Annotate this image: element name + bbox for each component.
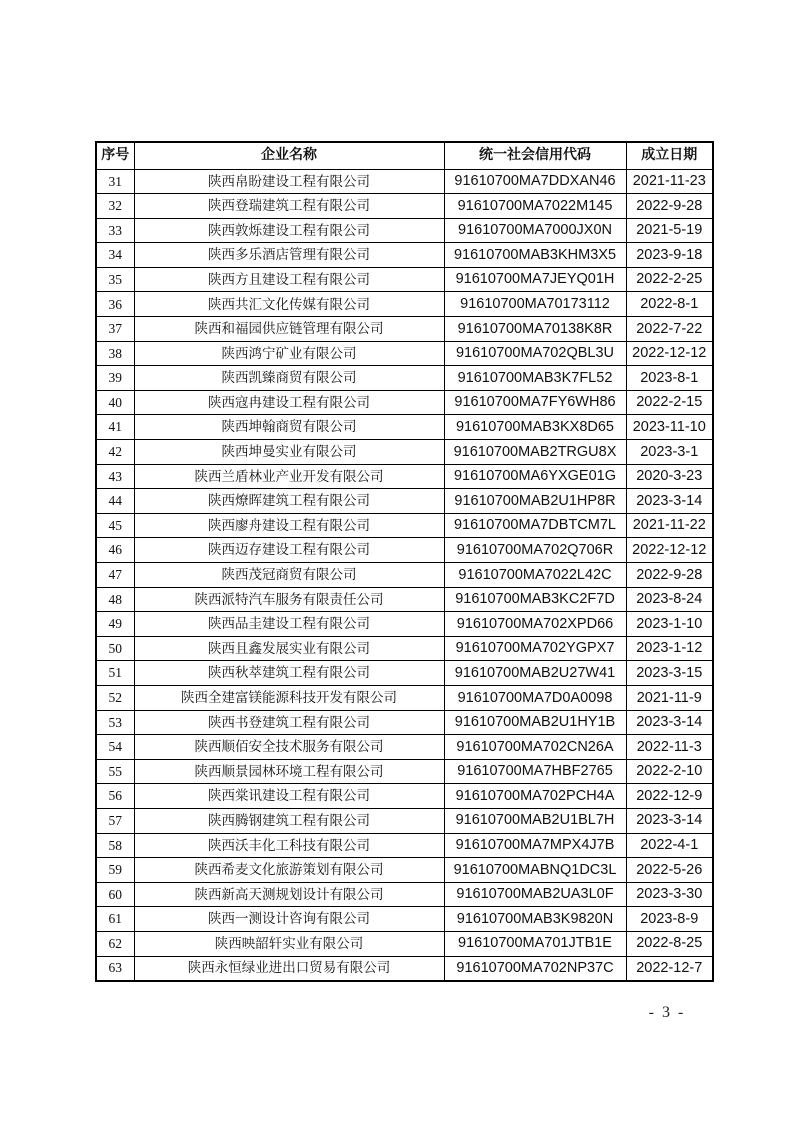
cell-index: 36	[96, 292, 134, 317]
cell-founding-date: 2022-2-10	[626, 759, 713, 784]
cell-index: 61	[96, 907, 134, 932]
cell-founding-date: 2023-1-12	[626, 636, 713, 661]
cell-credit-code: 91610700MA70138K8R	[444, 317, 626, 342]
cell-company-name: 陕西迈存建设工程有限公司	[134, 538, 444, 563]
cell-index: 35	[96, 267, 134, 292]
cell-company-name: 陕西且鑫发展实业有限公司	[134, 636, 444, 661]
cell-founding-date: 2022-2-25	[626, 267, 713, 292]
cell-company-name: 陕西和福园供应链管理有限公司	[134, 317, 444, 342]
table-row	[96, 735, 713, 760]
company-table	[95, 141, 714, 982]
cell-index: 34	[96, 243, 134, 268]
cell-founding-date: 2023-3-14	[626, 808, 713, 833]
cell-company-name: 陕西凯臻商贸有限公司	[134, 366, 444, 391]
cell-credit-code: 91610700MAB3KC2F7D	[444, 587, 626, 612]
cell-credit-code: 91610700MAB3KX8D65	[444, 415, 626, 440]
cell-index: 37	[96, 317, 134, 342]
table-row	[96, 563, 713, 588]
cell-company-name: 陕西品圭建设工程有限公司	[134, 612, 444, 637]
cell-index: 49	[96, 612, 134, 637]
cell-index: 42	[96, 440, 134, 465]
cell-founding-date: 2023-8-9	[626, 907, 713, 932]
cell-credit-code: 91610700MAB2U1HP8R	[444, 489, 626, 514]
cell-founding-date: 2022-5-26	[626, 858, 713, 883]
cell-index: 55	[96, 759, 134, 784]
cell-index: 39	[96, 366, 134, 391]
table-row	[96, 489, 713, 514]
cell-founding-date: 2023-3-15	[626, 661, 713, 686]
table-row	[96, 317, 713, 342]
table-row	[96, 292, 713, 317]
cell-company-name: 陕西坤翰商贸有限公司	[134, 415, 444, 440]
cell-company-name: 陕西兰盾林业产业开发有限公司	[134, 464, 444, 489]
table-row	[96, 710, 713, 735]
table-row	[96, 341, 713, 366]
table-row	[96, 218, 713, 243]
cell-founding-date: 2022-8-25	[626, 931, 713, 956]
cell-company-name: 陕西秋萃建筑工程有限公司	[134, 661, 444, 686]
cell-founding-date: 2022-12-9	[626, 784, 713, 809]
cell-index: 31	[96, 169, 134, 194]
table-row	[96, 366, 713, 391]
cell-index: 44	[96, 489, 134, 514]
cell-founding-date: 2023-8-24	[626, 587, 713, 612]
cell-credit-code: 91610700MAB2U1BL7H	[444, 808, 626, 833]
table-row	[96, 685, 713, 710]
cell-index: 57	[96, 808, 134, 833]
cell-index: 53	[96, 710, 134, 735]
cell-company-name: 陕西多乐酒店管理有限公司	[134, 243, 444, 268]
table-row	[96, 513, 713, 538]
cell-founding-date: 2020-3-23	[626, 464, 713, 489]
cell-company-name: 陕西敦烁建设工程有限公司	[134, 218, 444, 243]
cell-index: 52	[96, 685, 134, 710]
page-number: - 3 -	[648, 1004, 686, 1021]
column-header-company-name: 企业名称	[134, 142, 444, 169]
cell-credit-code: 91610700MA702PCH4A	[444, 784, 626, 809]
cell-index: 43	[96, 464, 134, 489]
cell-company-name: 陕西腾钢建筑工程有限公司	[134, 808, 444, 833]
cell-company-name: 陕西燎晖建筑工程有限公司	[134, 489, 444, 514]
cell-credit-code: 91610700MAB2UA3L0F	[444, 882, 626, 907]
table-row	[96, 882, 713, 907]
cell-credit-code: 91610700MA7022L42C	[444, 563, 626, 588]
table-row	[96, 661, 713, 686]
cell-credit-code: 91610700MA7022M145	[444, 194, 626, 219]
cell-founding-date: 2021-11-22	[626, 513, 713, 538]
cell-founding-date: 2022-2-15	[626, 390, 713, 415]
cell-index: 47	[96, 563, 134, 588]
cell-founding-date: 2023-3-14	[626, 710, 713, 735]
cell-index: 51	[96, 661, 134, 686]
cell-founding-date: 2022-9-28	[626, 563, 713, 588]
cell-credit-code: 91610700MAB3K7FL52	[444, 366, 626, 391]
cell-company-name: 陕西永恒绿业进出口贸易有限公司	[134, 956, 444, 981]
cell-credit-code: 91610700MA70173112	[444, 292, 626, 317]
cell-company-name: 陕西鸿宁矿业有限公司	[134, 341, 444, 366]
table-row	[96, 759, 713, 784]
cell-credit-code: 91610700MAB3K9820N	[444, 907, 626, 932]
table-row	[96, 464, 713, 489]
cell-index: 45	[96, 513, 134, 538]
cell-company-name: 陕西沃丰化工科技有限公司	[134, 833, 444, 858]
cell-founding-date: 2023-3-1	[626, 440, 713, 465]
cell-company-name: 陕西全建富镁能源科技开发有限公司	[134, 685, 444, 710]
cell-company-name: 陕西坤曼实业有限公司	[134, 440, 444, 465]
cell-company-name: 陕西映韶轩实业有限公司	[134, 931, 444, 956]
cell-company-name: 陕西共汇文化传媒有限公司	[134, 292, 444, 317]
cell-founding-date: 2022-7-22	[626, 317, 713, 342]
cell-index: 33	[96, 218, 134, 243]
cell-founding-date: 2023-9-18	[626, 243, 713, 268]
cell-credit-code: 91610700MA7DDXAN46	[444, 169, 626, 194]
table-row	[96, 194, 713, 219]
table-row	[96, 612, 713, 637]
cell-credit-code: 91610700MABNQ1DC3L	[444, 858, 626, 883]
cell-index: 46	[96, 538, 134, 563]
cell-index: 54	[96, 735, 134, 760]
cell-credit-code: 91610700MA7FY6WH86	[444, 390, 626, 415]
table-row	[96, 267, 713, 292]
cell-founding-date: 2022-12-12	[626, 341, 713, 366]
cell-credit-code: 91610700MA702XPD66	[444, 612, 626, 637]
cell-index: 41	[96, 415, 134, 440]
cell-founding-date: 2022-4-1	[626, 833, 713, 858]
cell-company-name: 陕西棠讯建设工程有限公司	[134, 784, 444, 809]
cell-company-name: 陕西一测设计咨询有限公司	[134, 907, 444, 932]
cell-company-name: 陕西寇冉建设工程有限公司	[134, 390, 444, 415]
cell-index: 59	[96, 858, 134, 883]
cell-founding-date: 2022-8-1	[626, 292, 713, 317]
table-row	[96, 858, 713, 883]
cell-credit-code: 91610700MA7MPX4J7B	[444, 833, 626, 858]
cell-founding-date: 2023-3-30	[626, 882, 713, 907]
cell-founding-date: 2023-8-1	[626, 366, 713, 391]
cell-founding-date: 2022-12-7	[626, 956, 713, 981]
cell-founding-date: 2022-11-3	[626, 735, 713, 760]
cell-index: 40	[96, 390, 134, 415]
cell-index: 63	[96, 956, 134, 981]
cell-founding-date: 2021-11-9	[626, 685, 713, 710]
table-header	[96, 142, 713, 169]
column-header-credit-code: 统一社会信用代码	[444, 142, 626, 169]
cell-founding-date: 2021-11-23	[626, 169, 713, 194]
cell-index: 48	[96, 587, 134, 612]
cell-index: 38	[96, 341, 134, 366]
cell-company-name: 陕西顺景园林环境工程有限公司	[134, 759, 444, 784]
cell-founding-date: 2021-5-19	[626, 218, 713, 243]
cell-index: 32	[96, 194, 134, 219]
cell-founding-date: 2022-9-28	[626, 194, 713, 219]
table-row	[96, 956, 713, 981]
cell-credit-code: 91610700MA7D0A0098	[444, 685, 626, 710]
cell-index: 50	[96, 636, 134, 661]
cell-company-name: 陕西茂冠商贸有限公司	[134, 563, 444, 588]
column-header-index: 序号	[96, 142, 134, 169]
table-row	[96, 784, 713, 809]
table-row	[96, 243, 713, 268]
cell-credit-code: 91610700MAB2U27W41	[444, 661, 626, 686]
cell-company-name: 陕西顺佰安全技术服务有限公司	[134, 735, 444, 760]
cell-credit-code: 91610700MA702NP37C	[444, 956, 626, 981]
column-header-founding-date: 成立日期	[626, 142, 713, 169]
cell-credit-code: 91610700MA7DBTCM7L	[444, 513, 626, 538]
table-row	[96, 169, 713, 194]
company-table-body	[96, 169, 713, 981]
cell-founding-date: 2023-1-10	[626, 612, 713, 637]
cell-company-name: 陕西书登建筑工程有限公司	[134, 710, 444, 735]
cell-founding-date: 2022-12-12	[626, 538, 713, 563]
cell-index: 60	[96, 882, 134, 907]
cell-credit-code: 91610700MA6YXGE01G	[444, 464, 626, 489]
cell-founding-date: 2023-11-10	[626, 415, 713, 440]
table-row	[96, 636, 713, 661]
cell-credit-code: 91610700MA702QBL3U	[444, 341, 626, 366]
cell-index: 62	[96, 931, 134, 956]
cell-index: 58	[96, 833, 134, 858]
cell-credit-code: 91610700MA702Q706R	[444, 538, 626, 563]
table-row	[96, 907, 713, 932]
table-row	[96, 440, 713, 465]
cell-company-name: 陕西新高天测规划设计有限公司	[134, 882, 444, 907]
cell-credit-code: 91610700MA702YGPX7	[444, 636, 626, 661]
header-row	[96, 142, 713, 169]
table-row	[96, 390, 713, 415]
cell-credit-code: 91610700MA7HBF2765	[444, 759, 626, 784]
table-row	[96, 415, 713, 440]
cell-credit-code: 91610700MA7000JX0N	[444, 218, 626, 243]
cell-credit-code: 91610700MA7JEYQ01H	[444, 267, 626, 292]
cell-credit-code: 91610700MAB2U1HY1B	[444, 710, 626, 735]
cell-company-name: 陕西方且建设工程有限公司	[134, 267, 444, 292]
cell-company-name: 陕西廖舟建设工程有限公司	[134, 513, 444, 538]
cell-company-name: 陕西登瑞建筑工程有限公司	[134, 194, 444, 219]
cell-founding-date: 2023-3-14	[626, 489, 713, 514]
cell-credit-code: 91610700MA702CN26A	[444, 735, 626, 760]
table-row	[96, 587, 713, 612]
cell-company-name: 陕西派特汽车服务有限责任公司	[134, 587, 444, 612]
cell-company-name: 陕西帛盼建设工程有限公司	[134, 169, 444, 194]
cell-company-name: 陕西希麦文化旅游策划有限公司	[134, 858, 444, 883]
table-row	[96, 833, 713, 858]
cell-credit-code: 91610700MAB2TRGU8X	[444, 440, 626, 465]
cell-credit-code: 91610700MAB3KHM3X5	[444, 243, 626, 268]
cell-credit-code: 91610700MA701JTB1E	[444, 931, 626, 956]
table-row	[96, 538, 713, 563]
table-row	[96, 808, 713, 833]
table-row	[96, 931, 713, 956]
cell-index: 56	[96, 784, 134, 809]
